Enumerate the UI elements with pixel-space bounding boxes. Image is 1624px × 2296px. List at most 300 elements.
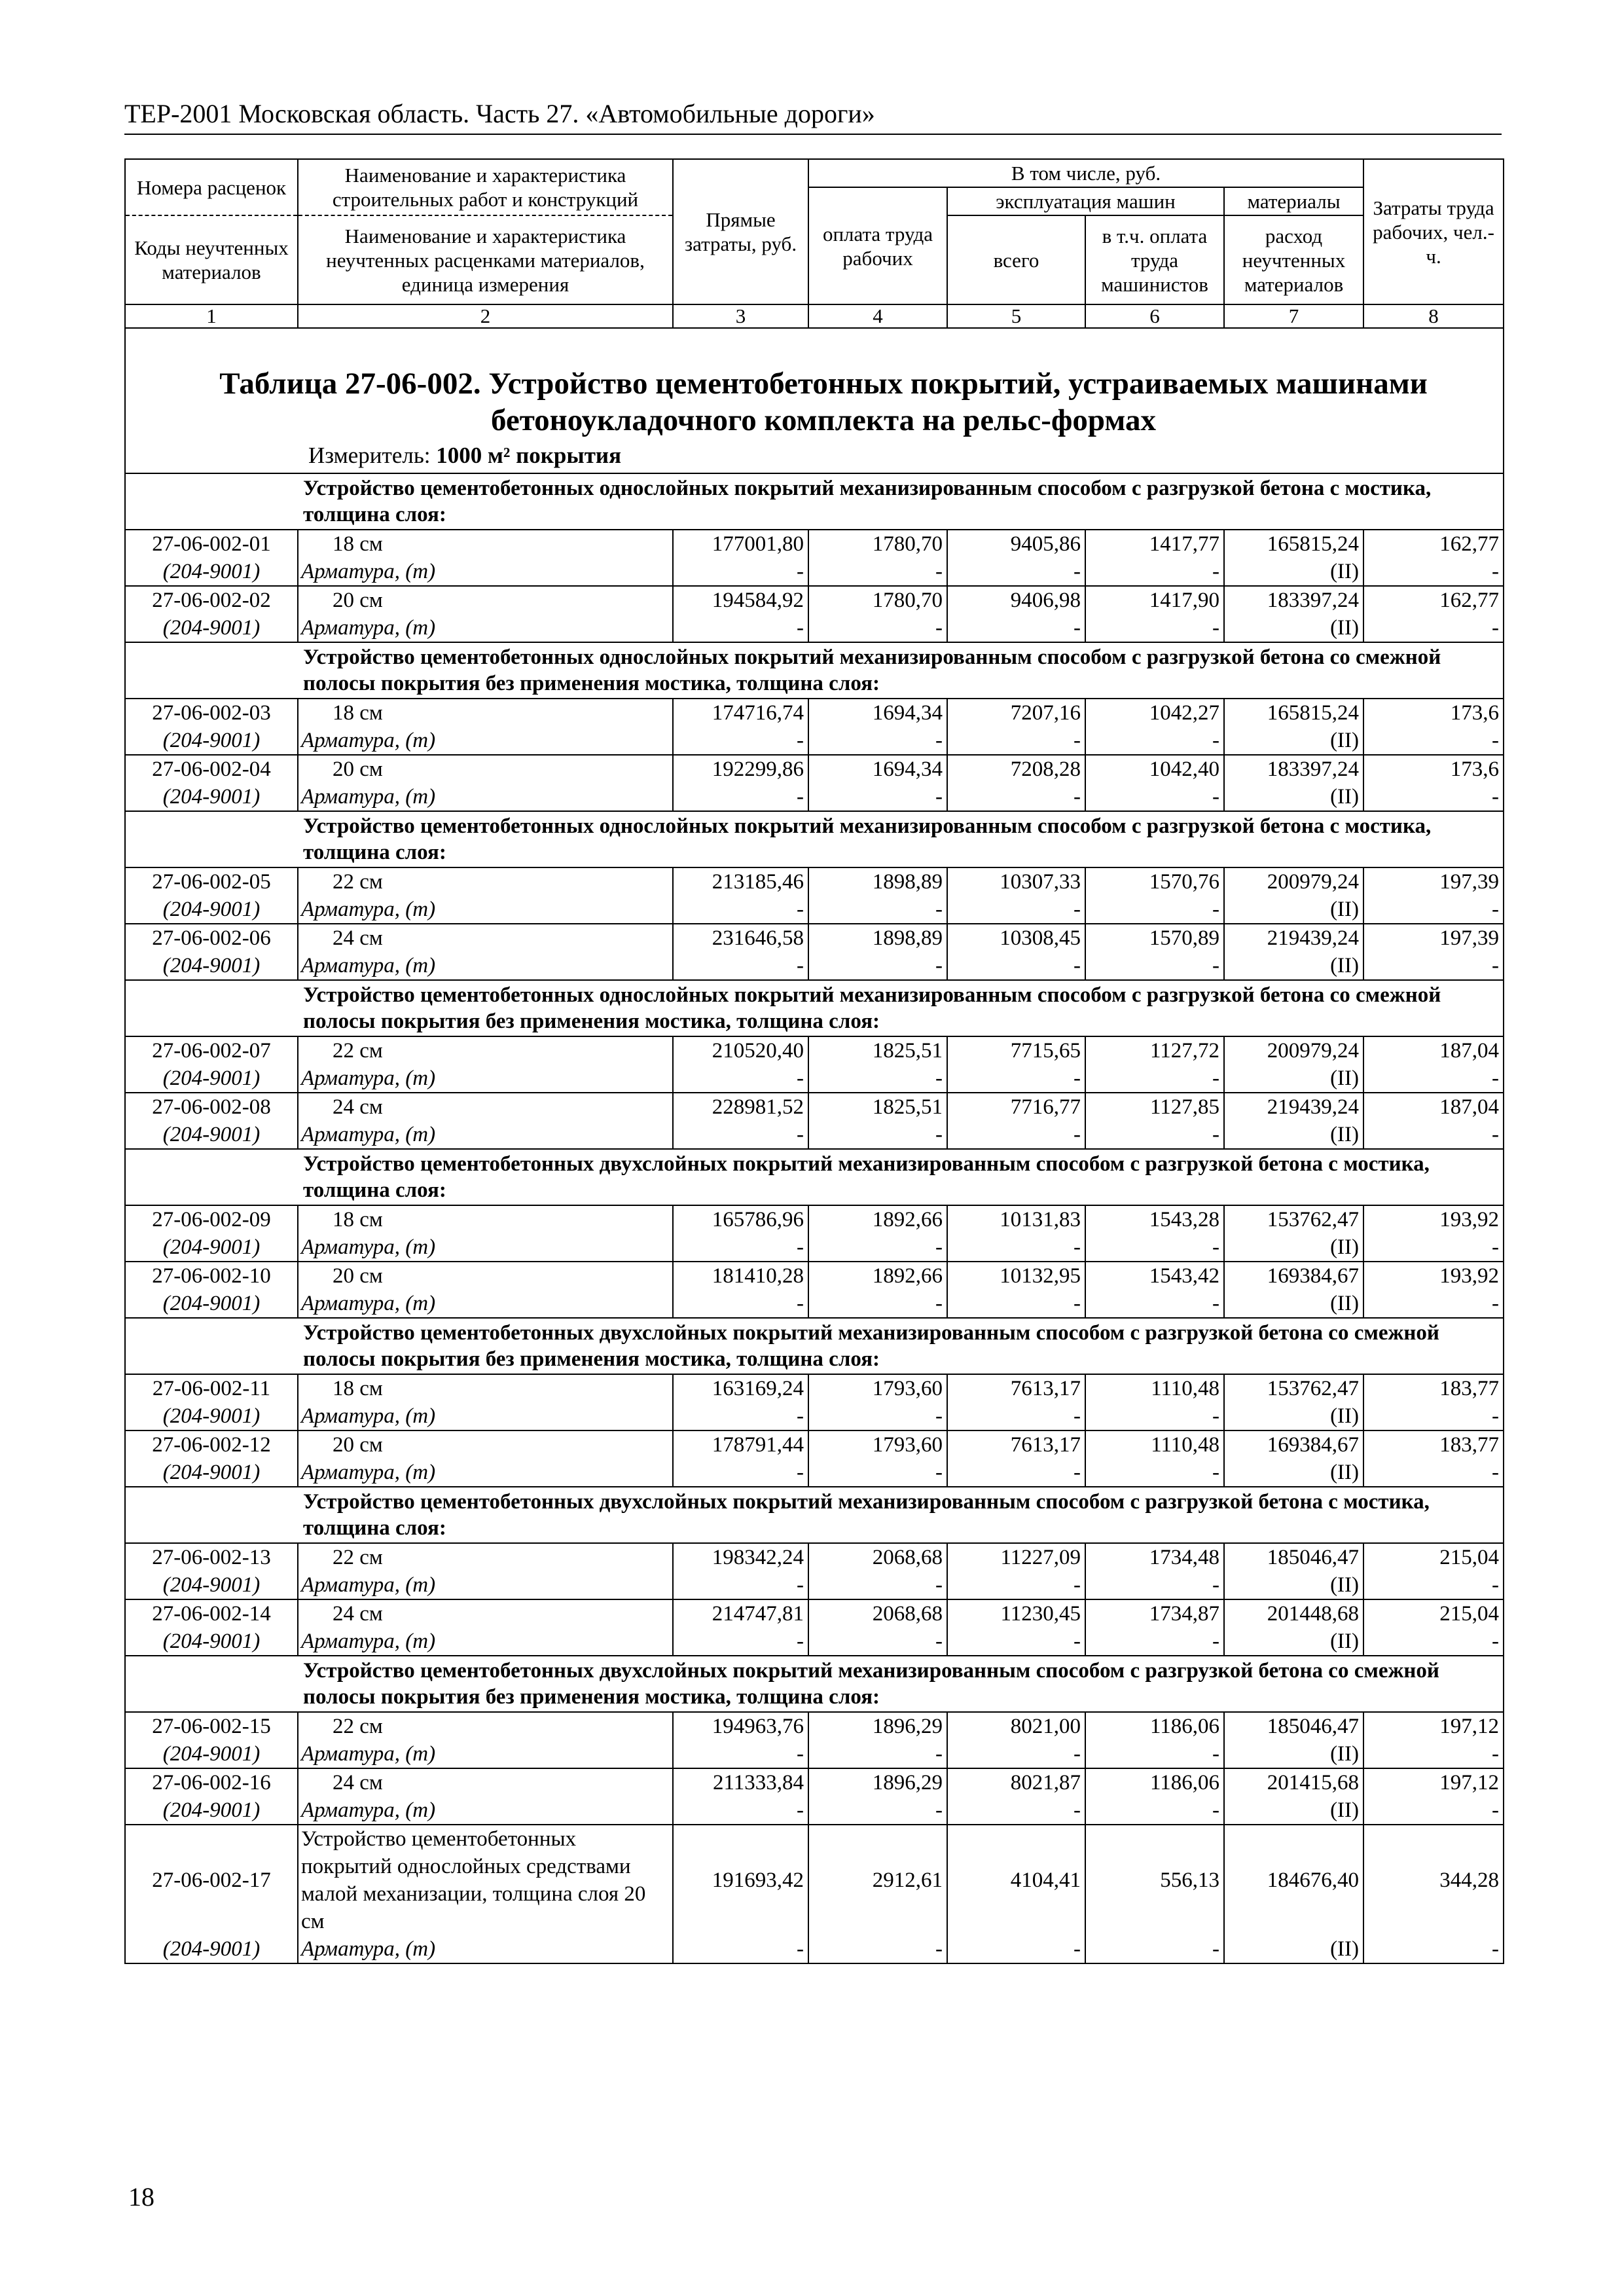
materials-value: 200979,24	[1224, 1036, 1363, 1065]
labor-hours-value: 162,77	[1363, 530, 1504, 558]
material-row	[125, 1628, 1504, 1656]
labor-hours-value: 197,12	[1363, 1712, 1504, 1740]
rate-row	[125, 1093, 1504, 1121]
material-name: Арматура, (т)	[298, 727, 673, 755]
dash: -	[673, 1065, 808, 1093]
direct-costs-value: 214747,81	[673, 1599, 808, 1628]
col-number: 7	[1224, 304, 1363, 328]
labor-hours-value: 173,6	[1363, 699, 1504, 727]
direct-costs-value: 210520,40	[673, 1036, 808, 1065]
work-name: 18 см	[298, 699, 673, 727]
dash: -	[673, 896, 808, 924]
page-number: 18	[128, 2182, 154, 2212]
material-row	[125, 1571, 1504, 1599]
dash: -	[673, 727, 808, 755]
col-number: 2	[298, 304, 673, 328]
measure-value: 1000 м² покрытия	[436, 443, 622, 468]
section-heading-row	[125, 1656, 1504, 1712]
dash: -	[673, 1290, 808, 1318]
rate-code: 27-06-002-14	[125, 1599, 298, 1628]
dash: -	[947, 1459, 1085, 1487]
dash: -	[1363, 1935, 1504, 1963]
dash: -	[1363, 1740, 1504, 1768]
dash: -	[808, 1121, 947, 1149]
dash: -	[947, 1121, 1085, 1149]
section-heading: Устройство цементобетонных двухслойных покрытий механизированным способом с разгрузкой бетона со смежной полосы покрытия без применения мостика, толщина слоя:	[298, 1656, 1504, 1712]
machines-total-value: 11230,45	[947, 1599, 1085, 1628]
labor-hours-value: 344,28	[1363, 1825, 1504, 1935]
dash: -	[947, 727, 1085, 755]
labor-pay-value: 2068,68	[808, 1599, 947, 1628]
machines-total-value: 10307,33	[947, 867, 1085, 896]
machines-total-value: 8021,87	[947, 1768, 1085, 1796]
material-class: (II)	[1224, 1628, 1363, 1656]
rate-row	[125, 755, 1504, 783]
section-heading: Устройство цементобетонных однослойных покрытий механизированным способом с разгрузкой бетона со смежной полосы покрытия без применения мостика, толщина слоя:	[298, 642, 1504, 699]
col-including: В том числе, руб.	[808, 159, 1363, 187]
material-row	[125, 1796, 1504, 1825]
material-row	[125, 896, 1504, 924]
work-name: 20 см	[298, 586, 673, 614]
work-name: 22 см	[298, 1543, 673, 1571]
col-work-name: Наименование и характеристика строительных работ и конструкций	[298, 159, 673, 215]
material-class: (II)	[1224, 1121, 1363, 1149]
dash: -	[947, 1740, 1085, 1768]
materials-value: 165815,24	[1224, 530, 1363, 558]
labor-pay-value: 1896,29	[808, 1712, 947, 1740]
labor-hours-value: 162,77	[1363, 586, 1504, 614]
section-heading-spacer	[125, 811, 298, 867]
material-class: (II)	[1224, 783, 1363, 811]
material-name: Арматура, (т)	[298, 896, 673, 924]
rate-row	[125, 586, 1504, 614]
materials-value: 183397,24	[1224, 586, 1363, 614]
dash: -	[947, 1935, 1085, 1963]
dash: -	[947, 952, 1085, 980]
col-operators-pay: в т.ч. оплата труда машинистов	[1085, 215, 1224, 304]
col-number: 1	[125, 304, 298, 328]
material-class: (II)	[1224, 614, 1363, 642]
work-name: 18 см	[298, 1374, 673, 1402]
operators-pay-value: 1734,87	[1085, 1599, 1224, 1628]
direct-costs-value: 181410,28	[673, 1262, 808, 1290]
material-code: (204-9001)	[125, 1571, 298, 1599]
dash: -	[673, 614, 808, 642]
work-name: 22 см	[298, 1712, 673, 1740]
direct-costs-value: 228981,52	[673, 1093, 808, 1121]
dash: -	[947, 1065, 1085, 1093]
dash: -	[673, 1121, 808, 1149]
dash: -	[1363, 1065, 1504, 1093]
material-class: (II)	[1224, 1740, 1363, 1768]
col-unaccounted-materials: расход неучтенных материалов	[1224, 215, 1363, 304]
rate-code: 27-06-002-06	[125, 924, 298, 952]
rates-table	[124, 158, 1504, 1964]
material-code: (204-9001)	[125, 896, 298, 924]
machines-total-value: 10132,95	[947, 1262, 1085, 1290]
operators-pay-value: 1734,48	[1085, 1543, 1224, 1571]
rate-row	[125, 699, 1504, 727]
col-total: всего	[947, 215, 1085, 304]
material-class: (II)	[1224, 1571, 1363, 1599]
material-code: (204-9001)	[125, 1233, 298, 1262]
rate-row	[125, 1712, 1504, 1740]
direct-costs-value: 192299,86	[673, 755, 808, 783]
dash: -	[808, 1796, 947, 1825]
machines-total-value: 9405,86	[947, 530, 1085, 558]
dash: -	[1085, 1233, 1224, 1262]
dash: -	[1363, 1290, 1504, 1318]
material-code: (204-9001)	[125, 1935, 298, 1963]
dash: -	[673, 1796, 808, 1825]
dash: -	[1363, 727, 1504, 755]
material-class: (II)	[1224, 1459, 1363, 1487]
material-code: (204-9001)	[125, 1290, 298, 1318]
material-code: (204-9001)	[125, 614, 298, 642]
dash: -	[1085, 1121, 1224, 1149]
rate-row	[125, 1036, 1504, 1065]
dash: -	[947, 558, 1085, 586]
rate-row	[125, 1599, 1504, 1628]
dash: -	[1363, 1121, 1504, 1149]
section-heading-spacer	[125, 980, 298, 1036]
dash: -	[808, 1065, 947, 1093]
operators-pay-value: 1110,48	[1085, 1430, 1224, 1459]
work-name: Устройство цементобетонных покрытий однослойных средствами малой механизации, толщина слоя 20 см	[298, 1825, 673, 1935]
dash: -	[808, 1571, 947, 1599]
material-name: Арматура, (т)	[298, 558, 673, 586]
dash: -	[673, 952, 808, 980]
operators-pay-value: 1042,27	[1085, 699, 1224, 727]
labor-hours-value: 197,39	[1363, 924, 1504, 952]
dash: -	[1085, 558, 1224, 586]
rate-row	[125, 867, 1504, 896]
col-number: 8	[1363, 304, 1504, 328]
direct-costs-value: 174716,74	[673, 699, 808, 727]
rate-row	[125, 1262, 1504, 1290]
dash: -	[1085, 1740, 1224, 1768]
material-name: Арматура, (т)	[298, 1740, 673, 1768]
labor-hours-value: 187,04	[1363, 1036, 1504, 1065]
dash: -	[947, 1628, 1085, 1656]
dash: -	[947, 1290, 1085, 1318]
material-code: (204-9001)	[125, 783, 298, 811]
dash: -	[1085, 896, 1224, 924]
machines-total-value: 7715,65	[947, 1036, 1085, 1065]
labor-pay-value: 1896,29	[808, 1768, 947, 1796]
machines-total-value: 7207,16	[947, 699, 1085, 727]
labor-pay-value: 2912,61	[808, 1825, 947, 1935]
dash: -	[808, 1628, 947, 1656]
section-heading: Устройство цементобетонных двухслойных покрытий механизированным способом с разгрузкой бетона с мостика, толщина слоя:	[298, 1149, 1504, 1205]
labor-pay-value: 1892,66	[808, 1205, 947, 1233]
material-row	[125, 1065, 1504, 1093]
direct-costs-value: 163169,24	[673, 1374, 808, 1402]
material-code: (204-9001)	[125, 1065, 298, 1093]
labor-hours-value: 215,04	[1363, 1599, 1504, 1628]
col-rate-numbers: Номера расценок	[125, 159, 298, 215]
materials-value: 185046,47	[1224, 1543, 1363, 1571]
dash: -	[808, 1290, 947, 1318]
dash: -	[1085, 614, 1224, 642]
rate-code: 27-06-002-17	[125, 1825, 298, 1935]
material-name: Арматура, (т)	[298, 1233, 673, 1262]
operators-pay-value: 1186,06	[1085, 1768, 1224, 1796]
material-row	[125, 1459, 1504, 1487]
operators-pay-value: 556,13	[1085, 1825, 1224, 1935]
dash: -	[1363, 614, 1504, 642]
material-name: Арматура, (т)	[298, 1290, 673, 1318]
dash: -	[808, 783, 947, 811]
measure-label: Измеритель:	[308, 443, 431, 468]
labor-pay-value: 1780,70	[808, 530, 947, 558]
machines-total-value: 7613,17	[947, 1430, 1085, 1459]
labor-hours-value: 193,92	[1363, 1205, 1504, 1233]
rate-code: 27-06-002-03	[125, 699, 298, 727]
dash: -	[673, 1402, 808, 1430]
rate-row	[125, 1430, 1504, 1459]
dash: -	[1363, 1796, 1504, 1825]
rate-code: 27-06-002-02	[125, 586, 298, 614]
dash: -	[1363, 1571, 1504, 1599]
materials-value: 201448,68	[1224, 1599, 1363, 1628]
material-name: Арматура, (т)	[298, 614, 673, 642]
materials-value: 183397,24	[1224, 755, 1363, 783]
running-header: ТЕР-2001 Московская область. Часть 27. «Автомобильные дороги»	[124, 98, 1502, 135]
dash: -	[808, 1233, 947, 1262]
materials-value: 219439,24	[1224, 1093, 1363, 1121]
materials-value: 153762,47	[1224, 1205, 1363, 1233]
labor-pay-value: 1892,66	[808, 1262, 947, 1290]
work-name: 18 см	[298, 1205, 673, 1233]
rate-code: 27-06-002-15	[125, 1712, 298, 1740]
labor-hours-value: 187,04	[1363, 1093, 1504, 1121]
section-heading-spacer	[125, 1656, 298, 1712]
direct-costs-value: 194963,76	[673, 1712, 808, 1740]
work-name: 24 см	[298, 1093, 673, 1121]
material-class: (II)	[1224, 1233, 1363, 1262]
dash: -	[1085, 1459, 1224, 1487]
col-materials: материалы	[1224, 187, 1363, 215]
material-name: Арматура, (т)	[298, 1459, 673, 1487]
col-material-name: Наименование и характеристика неучтенных расценками материалов, единица измерения	[298, 215, 673, 304]
section-heading-row	[125, 980, 1504, 1036]
machines-total-value: 7716,77	[947, 1093, 1085, 1121]
direct-costs-value: 194584,92	[673, 586, 808, 614]
machines-total-value: 11227,09	[947, 1543, 1085, 1571]
work-name: 18 см	[298, 530, 673, 558]
dash: -	[1085, 1571, 1224, 1599]
work-name: 24 см	[298, 1599, 673, 1628]
section-heading: Устройство цементобетонных однослойных покрытий механизированным способом с разгрузкой бетона с мостика, толщина слоя:	[298, 473, 1504, 530]
operators-pay-value: 1127,85	[1085, 1093, 1224, 1121]
dash: -	[1363, 1233, 1504, 1262]
direct-costs-value: 198342,24	[673, 1543, 808, 1571]
material-name: Арматура, (т)	[298, 783, 673, 811]
machines-total-value: 7208,28	[947, 755, 1085, 783]
material-name: Арматура, (т)	[298, 1402, 673, 1430]
dash: -	[1363, 1459, 1504, 1487]
work-name: 24 см	[298, 924, 673, 952]
dash: -	[1085, 1935, 1224, 1963]
operators-pay-value: 1570,76	[1085, 867, 1224, 896]
labor-hours-value: 197,39	[1363, 867, 1504, 896]
operators-pay-value: 1570,89	[1085, 924, 1224, 952]
material-class: (II)	[1224, 952, 1363, 980]
rate-row	[125, 1205, 1504, 1233]
material-row	[125, 1290, 1504, 1318]
direct-costs-value: 178791,44	[673, 1430, 808, 1459]
operators-pay-value: 1543,28	[1085, 1205, 1224, 1233]
work-name: 22 см	[298, 1036, 673, 1065]
materials-value: 153762,47	[1224, 1374, 1363, 1402]
material-name: Арматура, (т)	[298, 1571, 673, 1599]
dash: -	[808, 1935, 947, 1963]
rate-row	[125, 1768, 1504, 1796]
dash: -	[808, 896, 947, 924]
material-class: (II)	[1224, 1290, 1363, 1318]
material-row	[125, 1233, 1504, 1262]
col-labor-costs: Затраты труда рабочих, чел.-ч.	[1363, 159, 1504, 304]
labor-pay-value: 1825,51	[808, 1093, 947, 1121]
dash: -	[1363, 952, 1504, 980]
direct-costs-value: 165786,96	[673, 1205, 808, 1233]
rate-row	[125, 924, 1504, 952]
section-heading-row	[125, 811, 1504, 867]
material-class: (II)	[1224, 1796, 1363, 1825]
labor-pay-value: 1898,89	[808, 867, 947, 896]
material-name: Арматура, (т)	[298, 1628, 673, 1656]
col-number: 5	[947, 304, 1085, 328]
dash: -	[808, 1740, 947, 1768]
material-code: (204-9001)	[125, 558, 298, 586]
labor-pay-value: 1694,34	[808, 699, 947, 727]
material-class: (II)	[1224, 1402, 1363, 1430]
dash: -	[673, 783, 808, 811]
machines-total-value: 9406,98	[947, 586, 1085, 614]
section-heading-row	[125, 642, 1504, 699]
dash: -	[947, 783, 1085, 811]
direct-costs-value: 231646,58	[673, 924, 808, 952]
labor-pay-value: 1825,51	[808, 1036, 947, 1065]
work-name: 20 см	[298, 1430, 673, 1459]
col-labor-pay: оплата труда рабочих	[808, 187, 947, 304]
dash: -	[947, 1402, 1085, 1430]
dash: -	[808, 727, 947, 755]
materials-value: 184676,40	[1224, 1825, 1363, 1935]
rate-row	[125, 1825, 1504, 1935]
section-heading-spacer	[125, 1149, 298, 1205]
section-heading-row	[125, 1487, 1504, 1543]
material-row	[125, 952, 1504, 980]
dash: -	[673, 1740, 808, 1768]
rate-code: 27-06-002-01	[125, 530, 298, 558]
dash: -	[808, 1402, 947, 1430]
dash: -	[1363, 896, 1504, 924]
dash: -	[947, 1796, 1085, 1825]
material-name: Арматура, (т)	[298, 1065, 673, 1093]
material-code: (204-9001)	[125, 1628, 298, 1656]
rate-code: 27-06-002-07	[125, 1036, 298, 1065]
material-row	[125, 1121, 1504, 1149]
material-name: Арматура, (т)	[298, 1121, 673, 1149]
col-number: 6	[1085, 304, 1224, 328]
machines-total-value: 8021,00	[947, 1712, 1085, 1740]
labor-hours-value: 215,04	[1363, 1543, 1504, 1571]
work-name: 20 см	[298, 1262, 673, 1290]
dash: -	[947, 1233, 1085, 1262]
material-row	[125, 1740, 1504, 1768]
dash: -	[1085, 783, 1224, 811]
operators-pay-value: 1127,72	[1085, 1036, 1224, 1065]
labor-pay-value: 1793,60	[808, 1430, 947, 1459]
operators-pay-value: 1110,48	[1085, 1374, 1224, 1402]
rate-code: 27-06-002-16	[125, 1768, 298, 1796]
dash: -	[808, 952, 947, 980]
col-number: 4	[808, 304, 947, 328]
material-class: (II)	[1224, 558, 1363, 586]
operators-pay-value: 1417,90	[1085, 586, 1224, 614]
operators-pay-value: 1186,06	[1085, 1712, 1224, 1740]
labor-pay-value: 2068,68	[808, 1543, 947, 1571]
material-class: (II)	[1224, 727, 1363, 755]
materials-value: 201415,68	[1224, 1768, 1363, 1796]
labor-hours-value: 193,92	[1363, 1262, 1504, 1290]
material-code: (204-9001)	[125, 1740, 298, 1768]
rate-code: 27-06-002-05	[125, 867, 298, 896]
material-row	[125, 558, 1504, 586]
work-name: 22 см	[298, 867, 673, 896]
rate-code: 27-06-002-10	[125, 1262, 298, 1290]
material-row	[125, 783, 1504, 811]
dash: -	[673, 1935, 808, 1963]
labor-pay-value: 1793,60	[808, 1374, 947, 1402]
operators-pay-value: 1543,42	[1085, 1262, 1224, 1290]
dash: -	[1363, 558, 1504, 586]
material-code: (204-9001)	[125, 1402, 298, 1430]
col-number: 3	[673, 304, 808, 328]
direct-costs-value: 213185,46	[673, 867, 808, 896]
machines-total-value: 10131,83	[947, 1205, 1085, 1233]
labor-pay-value: 1694,34	[808, 755, 947, 783]
section-heading-row	[125, 1318, 1504, 1374]
col-material-codes: Коды неучтенных материалов	[125, 215, 298, 304]
dash: -	[947, 614, 1085, 642]
material-code: (204-9001)	[125, 1121, 298, 1149]
rate-code: 27-06-002-08	[125, 1093, 298, 1121]
section-heading: Устройство цементобетонных двухслойных покрытий механизированным способом с разгрузкой бетона со смежной полосы покрытия без применения мостика, толщина слоя:	[298, 1318, 1504, 1374]
machines-total-value: 7613,17	[947, 1374, 1085, 1402]
col-machine-operation: эксплуатация машин	[947, 187, 1224, 215]
material-row	[125, 1402, 1504, 1430]
material-name: Арматура, (т)	[298, 1935, 673, 1963]
operators-pay-value: 1042,40	[1085, 755, 1224, 783]
materials-value: 219439,24	[1224, 924, 1363, 952]
section-heading-row	[125, 473, 1504, 530]
rate-code: 27-06-002-12	[125, 1430, 298, 1459]
section-heading-row	[125, 1149, 1504, 1205]
section-heading-spacer	[125, 1318, 298, 1374]
labor-hours-value: 183,77	[1363, 1374, 1504, 1402]
section-heading-spacer	[125, 1487, 298, 1543]
material-code: (204-9001)	[125, 1796, 298, 1825]
materials-value: 200979,24	[1224, 867, 1363, 896]
section-heading-spacer	[125, 642, 298, 699]
col-direct-costs: Прямые затраты, руб.	[673, 159, 808, 304]
material-row	[125, 614, 1504, 642]
dash: -	[808, 1459, 947, 1487]
material-row	[125, 1935, 1504, 1963]
